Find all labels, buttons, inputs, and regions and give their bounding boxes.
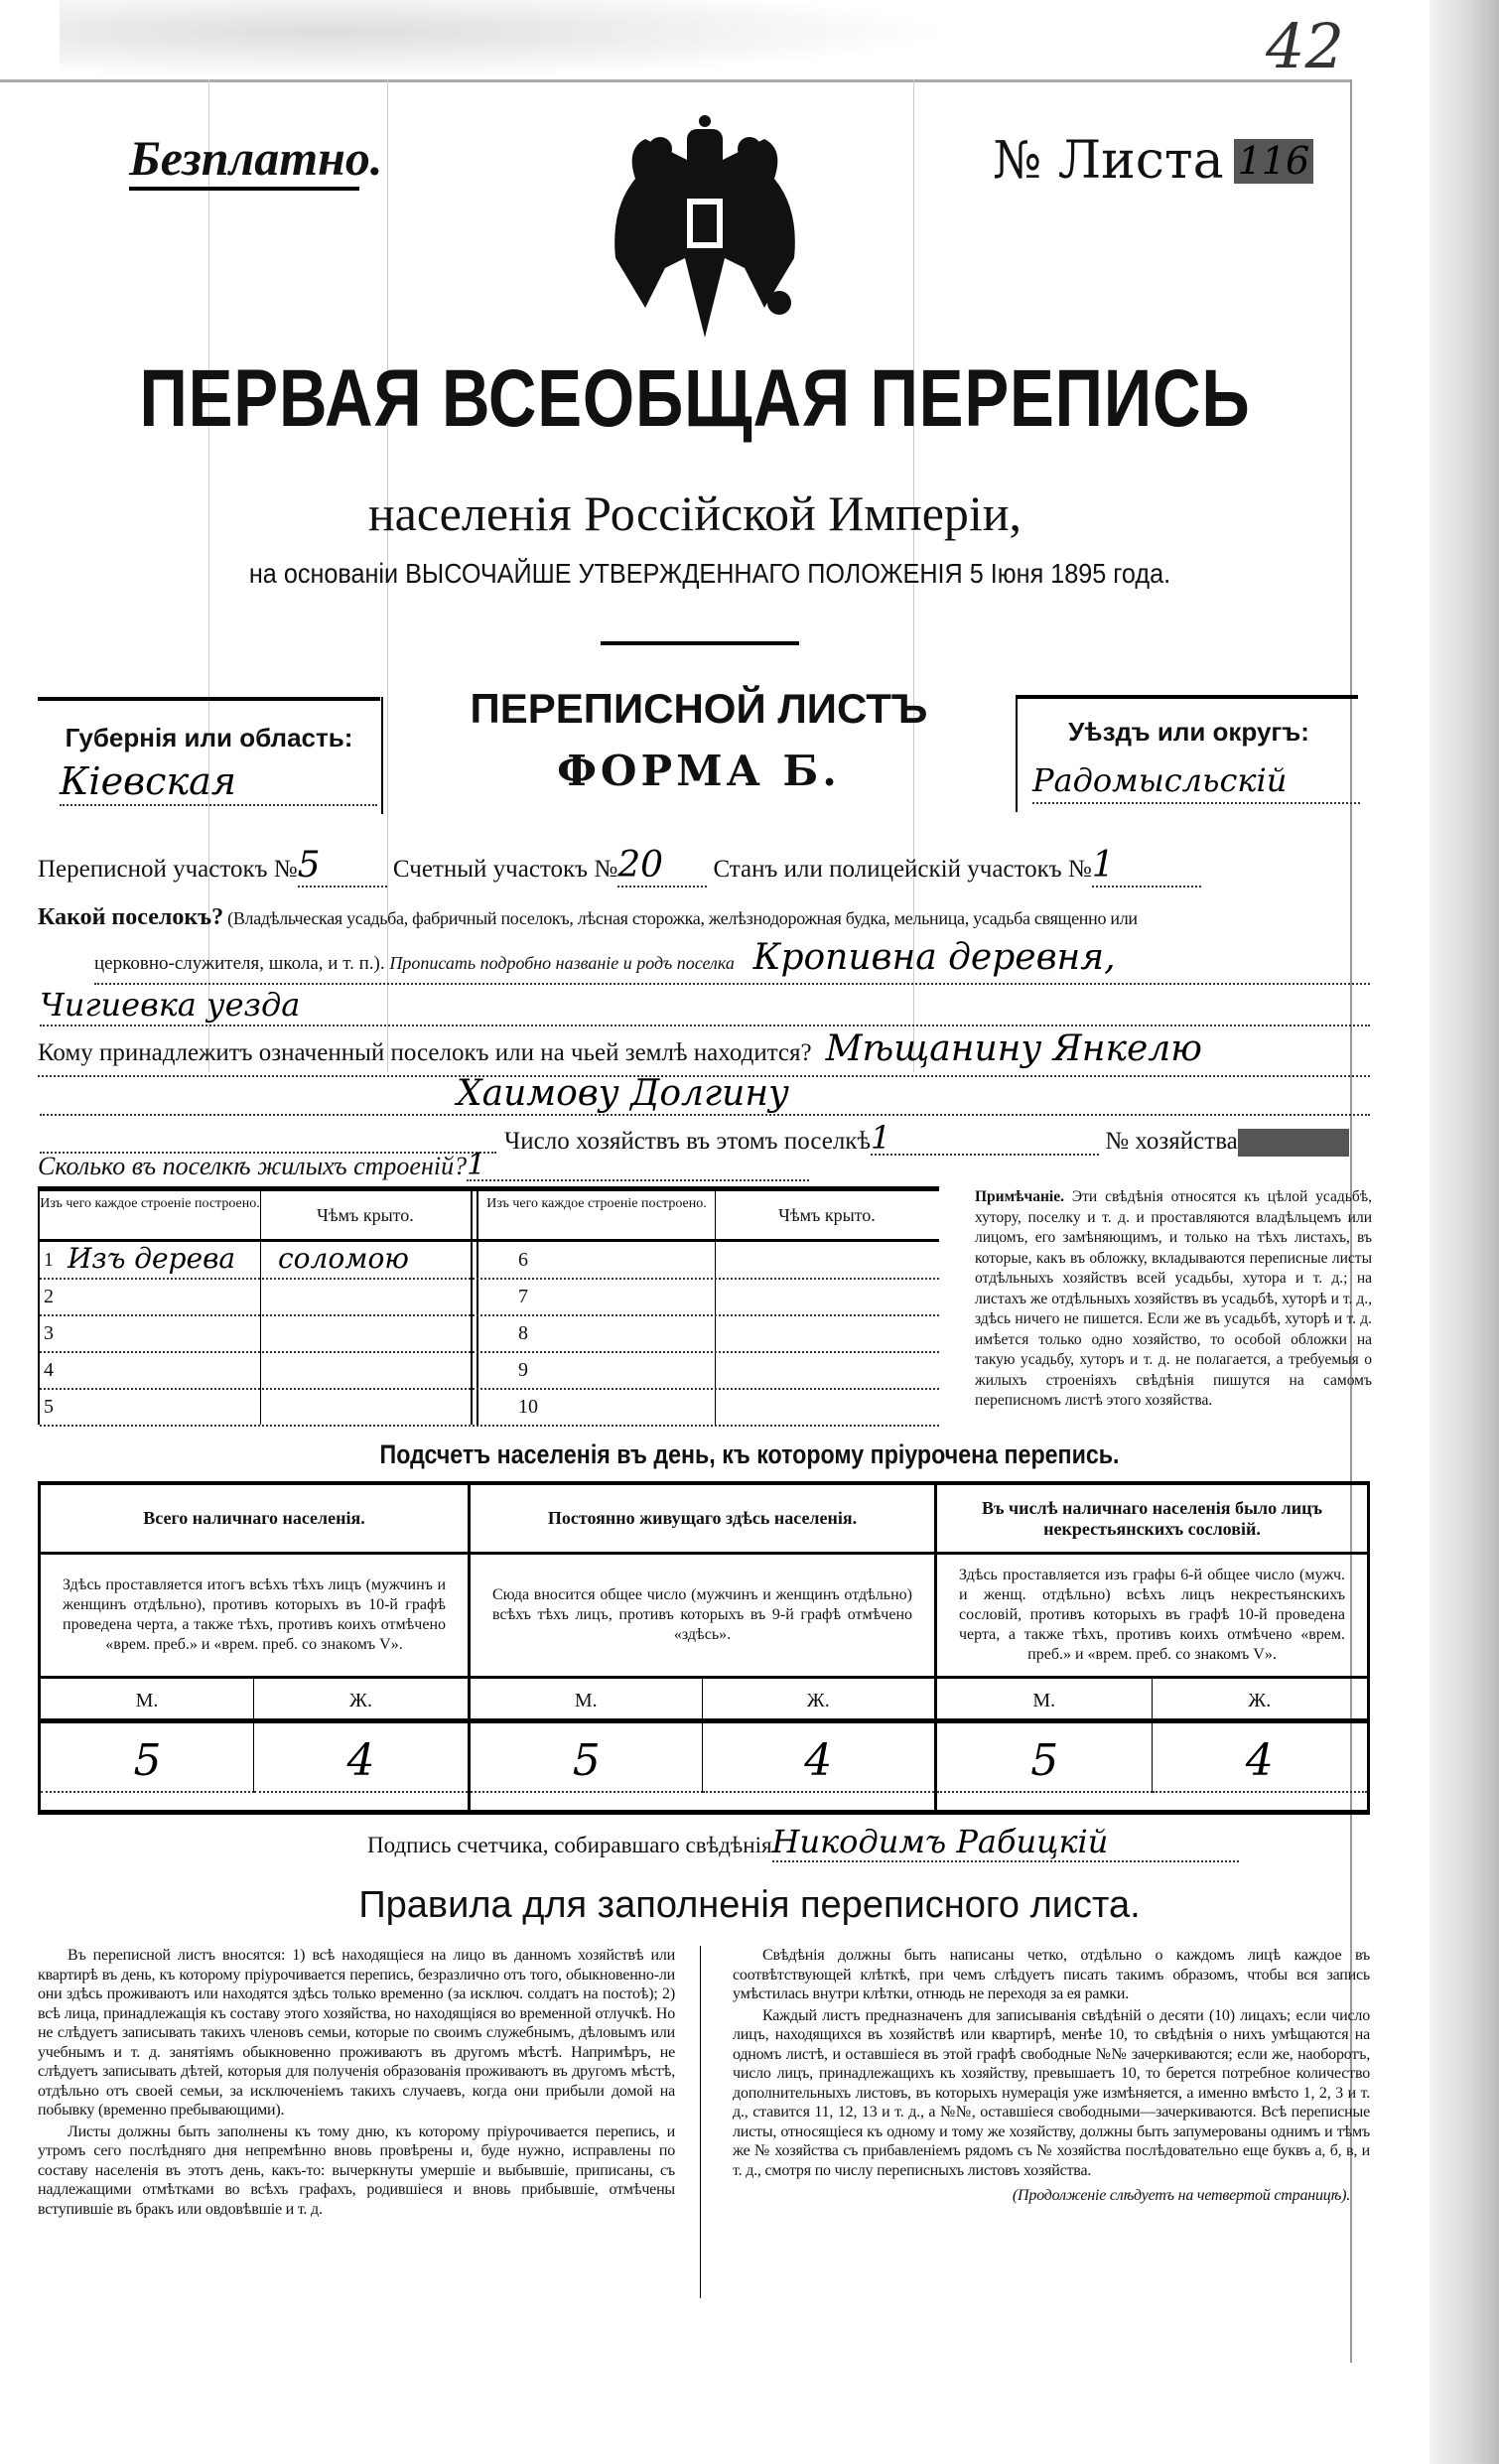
owner-value: Мѣщанину Янкелю [825, 1028, 1202, 1069]
building-material: Изъ дерева [68, 1242, 236, 1275]
row-number: 1 [44, 1249, 54, 1271]
census-area-row [38, 846, 1201, 890]
households-value: 1 [871, 1122, 1099, 1156]
settlement-hint-2: церковно-служителя, школа, и т. п.). [94, 953, 385, 974]
buildings-row [38, 1148, 809, 1182]
row-number: 4 [44, 1359, 54, 1381]
building-row [40, 1280, 939, 1316]
building-roof: соломою [278, 1242, 409, 1275]
row-number: 10 [518, 1396, 538, 1418]
col-roof-header-2: Чѣмъ крыто. [778, 1205, 876, 1225]
male-label: М. [41, 1679, 254, 1723]
dotted-line [40, 1122, 496, 1154]
divider [129, 187, 359, 191]
owner-value-2: Хаимову Долгину [40, 1074, 1370, 1116]
buildings-value: 1 [467, 1152, 809, 1181]
guberniya-label: Губернія или область: [65, 723, 353, 753]
household-no-label: № хозяйства [1105, 1128, 1238, 1155]
guberniya-value: Кіевская [60, 758, 377, 806]
settlement-row-2 [94, 939, 1370, 985]
count-column [934, 1485, 1367, 1811]
female-label: Ж. [1153, 1679, 1368, 1723]
rules-continued: (Продолженіе слѣдуетъ на четвертой страницѣ). [1012, 2187, 1350, 2204]
ghost-line [0, 79, 1350, 82]
count-column-header: Всего наличнаго населенія. [41, 1485, 468, 1555]
count-column [41, 1485, 468, 1811]
household-no-value-redacted [1238, 1129, 1349, 1157]
male-count: 5 [133, 1735, 162, 1786]
archive-page-number: 42 [1266, 10, 1344, 82]
count-column-desc: Здѣсь проставляется изъ графы 6-й общее число (мужч. и женщ. отдѣльно) всѣхъ лицъ некрестьянскихъ сословій, противъ которыхъ въ графѣ 10-й проведена черта, а также тѣхъ, противъ коихъ отмѣчено «врем. преб.» и «врем. преб. со знакомъ V». [937, 1555, 1367, 1679]
settlement-value-2: Чигиевка уезда [40, 985, 1370, 1027]
row-number: 5 [44, 1396, 54, 1418]
building-row [40, 1390, 939, 1427]
box-border [1016, 695, 1358, 699]
settlement-instruction: Прописать подробно названіе и родъ поселка [389, 953, 735, 973]
form-name: ФОРМА Б. [557, 747, 841, 795]
rules-paragraph: Каждый листъ предназначенъ для записыванія свѣдѣній о десяти (10) лицахъ; если число лицъ, находящихся въ хозяйствѣ или квартирѣ, менѣе 10, то свѣдѣнія о нихъ умѣщаются на одномъ листѣ, и оставшіеся въ этой графѣ свободные №№ зачеркиваются; если же, наоборотъ, число лицъ, принадлежащихъ къ хозяйству, превышаетъ 10, то берется потребное количество дополнительныхъ листовъ, въ которыхъ нумерація уже измѣняется, а именно вмѣсто 1, 2, 3 и т. д., ставится 11, 12, 13 и т. д., а №№, оставшіеся свободными—зачеркиваются. Всѣ переписные листы, относящіеся къ одному и тому же хозяйству, должны быть запумерованы однимъ и тѣмъ же № хозяйства съ прибавленіемъ рядомъ съ № хозяйства послѣдовательно еще буквъ а, б, в, и т. д., смотря по числу переписныхъ листовъ хозяйства. [733, 2006, 1370, 2179]
female-count: 4 [346, 1735, 375, 1786]
main-title: ПЕРВАЯ ВСЕОБЩАЯ ПЕРЕПИСЬ [139, 353, 1251, 444]
note-label: Примѣчаніе. [975, 1188, 1064, 1205]
basis-line: на основаніи ВЫСОЧАЙШЕ УТВЕРЖДЕННАГО ПОЛОЖЕНІЯ 5 Іюня 1895 года. [248, 558, 1171, 589]
female-label: Ж. [703, 1679, 935, 1723]
row-number: 9 [518, 1359, 528, 1381]
uezd-label: Уѣздъ или округъ: [1068, 717, 1309, 747]
col-material-header: Изъ чего каждое строеніе построено. [40, 1196, 260, 1211]
subtitle: населенія Россійской Имперіи, [367, 485, 1022, 541]
signature-value: Никодимъ Рабицкій [772, 1823, 1239, 1862]
sheet-number-row [993, 131, 1313, 191]
rules-paragraph: Въ переписной листъ вносятся: 1) всѣ находящіеся на лицо въ данномъ хозяйствѣ или квартирѣ въ день, къ которому пріурочивается перепись, безразлично отъ того, обыкновенно-ли они здѣсь проживаютъ или находятся здѣсь только временно (за исключ. солдатъ на постоѣ); 2) всѣ лица, принадлежащія къ составу этого хозяйства, но находящіяся во временной отлучкѣ. Но не слѣдуетъ записывать такихъ членовъ семьи, которые по своимъ служебнымъ, дѣловымъ или учебнымъ и т. д. занятіямъ обыкновенно проживаютъ въ другомъ мѣстѣ. Напримѣръ, не слѣдуетъ записывать дѣтей, которыя для полученія образованія проживаютъ въ другомъ мѣстѣ, отдѣльно отъ своей семьи, за исключеніемъ такихъ случаевъ, когда они прибыли домой на побывку (временно пребывающими). [38, 1947, 675, 2119]
double-headed-eagle-emblem [606, 109, 804, 342]
count-column-desc: Здѣсь проставляется итогъ всѣхъ тѣхъ лицъ (мужчинъ и женщинъ отдѣльно), противъ которыхъ въ 10-й графѣ проведена черта, а также тѣхъ, противъ коихъ отмѣчено «врем. преб.» и «врем. преб. со знакомъ V». [41, 1555, 468, 1679]
note-text: Эти свѣдѣнія относятся къ цѣлой усадьбѣ, хутору, поселку и т. д. и проставляются владѣльцемъ или лицомъ, его замѣняющимъ, и только на тѣхъ листахъ, въ которые, какъ въ обложку, вкладываются переписные листы отдѣльныхъ хозяйствъ всей усадьбы, хутора и т. д.; на листахъ же отдѣльныхъ хозяйствъ въ усадьбѣ, хуторѣ и т. д., здѣсь ничего не пишется. Если же въ усадьбѣ, хуторѣ и т. д. имѣется только одно хозяйство, то особой обложки на такую усадьбу, хуторъ и т. д. не полагается, а требуемыя о жилыхъ строеніяхъ свѣдѣнія пишутся на самомъ переписномъ листѣ этого хозяйства. [975, 1188, 1373, 1409]
row-number: 8 [518, 1322, 528, 1344]
box-border [38, 697, 380, 701]
sheet-number-label: № Листа [993, 131, 1224, 191]
count-column-desc: Сюда вносится общее число (мужчинъ и женщинъ отдѣльно) всѣхъ тѣхъ лицъ, противъ которыхъ въ 9-й графѣ отмѣчено «здѣсь». [471, 1555, 934, 1679]
rules-paragraph: Листы должны быть заполнены къ тому дню, къ которому пріурочивается перепись, и утромъ сего послѣдняго дня непремѣнно вновь провѣрены и, буде нужно, исправлены по составу населенія въ этотъ день, какъ-то: вычеркнуты умершіе и выбывшіе, приписаны, съ надлежащими отмѣтками во всѣхъ графахъ, родившіеся и вновь прибывшіе, отмѣчены вступившіе въ бракъ или овдовѣвшіе и т. д. [38, 2122, 675, 2218]
sheet-title: ПЕРЕПИСНОЙ ЛИСТЪ [470, 685, 928, 732]
count-column-header: Въ числѣ наличнаго населенія было лицъ некрестьянскихъ сословій. [937, 1485, 1367, 1555]
rules-title: Правила для заполненія переписного листа. [358, 1884, 1141, 1926]
box-border [1016, 695, 1018, 812]
stan-value: 1 [1092, 846, 1201, 888]
female-label: Ж. [254, 1679, 468, 1723]
uezd-value: Радомысльскій [1032, 758, 1360, 804]
column-divider [700, 1946, 701, 2298]
col-roof-header: Чѣмъ крыто. [317, 1205, 414, 1225]
male-count: 5 [572, 1735, 601, 1786]
buildings-label: Сколько въ поселкѣ жилыхъ строеній? [38, 1152, 468, 1180]
building-row [40, 1316, 939, 1353]
row-number: 7 [518, 1286, 528, 1307]
settlement-row [38, 903, 1373, 934]
owner-row [38, 1030, 1370, 1077]
male-label: М. [937, 1679, 1153, 1723]
households-label: Число хозяйствъ въ этомъ поселкѣ [504, 1128, 872, 1155]
settlement-value: Кропивна деревня, [752, 937, 1116, 978]
male-label: М. [471, 1679, 703, 1723]
divider [601, 641, 799, 645]
building-row [40, 1243, 939, 1280]
rules-right [733, 1946, 1370, 2208]
count-area-value: 20 [617, 846, 707, 888]
note [975, 1187, 1372, 1412]
female-count: 4 [804, 1735, 833, 1786]
rules-left [38, 1946, 675, 2221]
owner-label: Кому принадлежитъ означенный поселокъ или на чьей землѣ находится? [38, 1039, 812, 1066]
census-area-label: Переписной участокъ № [38, 856, 298, 883]
page-edge [1430, 0, 1499, 2464]
paper-smudge [60, 0, 953, 79]
settlement-label: Какой поселокъ? [38, 904, 224, 930]
stan-label: Станъ или полицейскій участокъ № [713, 856, 1092, 883]
col-material-header-2: Изъ чего каждое строеніе построено. [486, 1196, 707, 1211]
row-number: 3 [44, 1322, 54, 1344]
female-count: 4 [1245, 1735, 1274, 1786]
free-label: Безплатно. [129, 130, 383, 186]
buildings-table [38, 1186, 939, 1425]
rules-paragraph: Свѣдѣнія должны быть написаны четко, отдѣльно о каждомъ лицѣ каждое въ соотвѣтствующей клѣткѣ, при чемъ слѣдуетъ писать такимъ образомъ, чтобы вся запись умѣстилась внутри клѣтки, отнюдь не переходя за ея рамки. [733, 1947, 1370, 2002]
building-row [40, 1353, 939, 1390]
settlement-hint: (Владѣльческая усадьба, фабричный поселокъ, лѣсная сторожка, желѣзнодорожная будка, мельница, усадьба священно или [227, 908, 1138, 928]
census-area-value: 5 [298, 846, 387, 888]
male-count: 5 [1030, 1735, 1059, 1786]
row-number: 6 [518, 1249, 528, 1271]
count-column [468, 1485, 934, 1811]
count-column-header: Постоянно живущаго здѣсь населенія. [471, 1485, 934, 1555]
sheet-number-value: 116 [1234, 139, 1314, 184]
signature-label: Подпись счетчика, собиравшаго свѣдѣнія [367, 1833, 772, 1857]
row-number: 2 [44, 1286, 54, 1307]
count-table [38, 1481, 1370, 1815]
count-area-label: Счетный участокъ № [392, 856, 618, 883]
signature-row [367, 1823, 1239, 1864]
count-title: Подсчетъ населенія въ день, къ которому пріурочена перепись. [379, 1439, 1120, 1469]
